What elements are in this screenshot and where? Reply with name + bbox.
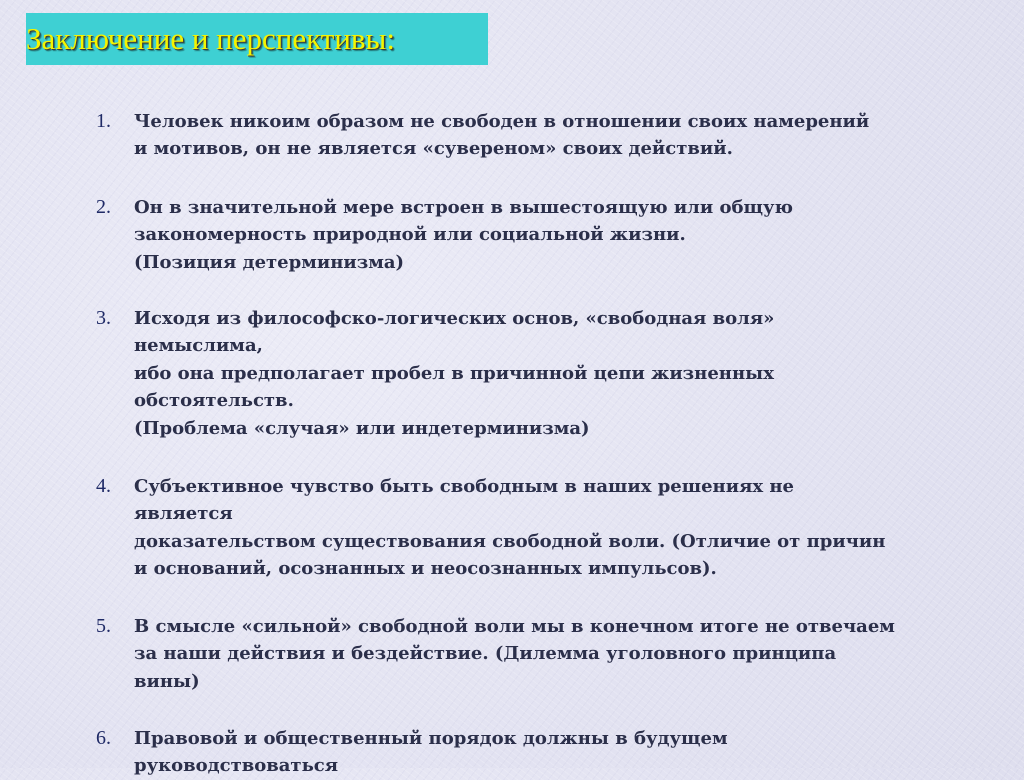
item-text	[134, 613, 934, 695]
slide-title: Заключение и перспективы:	[26, 21, 396, 56]
item-number: 5.	[96, 615, 111, 637]
item-line: В смысле «сильной» свободной воли мы в конечном итоге не отвечаем	[134, 616, 895, 637]
item-line: вины)	[134, 670, 200, 692]
item-number: 3.	[96, 307, 111, 329]
item-line: закономерность природной или социальной жизни.	[134, 224, 686, 246]
item-number: 1.	[96, 110, 111, 132]
item-line: (Проблема «случая» или индетерминизма)	[134, 417, 590, 439]
item-text	[134, 194, 934, 276]
item-line: и мотивов, он не является «сувереном» своих действий.	[134, 138, 733, 160]
item-line: является	[134, 503, 233, 525]
item-line: Правовой и общественный порядок должны в будущем	[134, 728, 728, 749]
item-text	[134, 108, 934, 163]
item-line: обстоятельств.	[134, 390, 294, 412]
item-line: Человек никоим образом не свободен в отношении своих намерений	[134, 111, 870, 132]
item-text	[134, 725, 934, 780]
item-number: 6.	[96, 727, 111, 749]
item-line: Он в значительной мере встроен в вышестоящую или общую	[134, 197, 793, 218]
item-line: Субъективное чувство быть свободным в наших решениях не	[134, 476, 794, 497]
item-line: и оснований, осознанных и неосознанных импульсов).	[134, 558, 717, 580]
item-line: руководствоваться	[134, 755, 339, 777]
item-line: Исходя из философско-логических основ, «свободная воля»	[134, 308, 775, 329]
item-line: ибо она предполагает пробел в причинной цепи жизненных	[134, 362, 774, 384]
item-text	[134, 473, 934, 583]
item-number: 2.	[96, 196, 111, 218]
item-line: немыслима,	[134, 335, 263, 357]
item-line: за наши действия и бездействие. (Дилемма уголовного принципа	[134, 643, 837, 665]
item-line: (Позиция детерминизма)	[134, 251, 405, 273]
item-line: доказательством существования свободной воли. (Отличие от причин	[134, 530, 886, 552]
item-text	[134, 305, 934, 442]
item-number: 4.	[96, 475, 111, 497]
